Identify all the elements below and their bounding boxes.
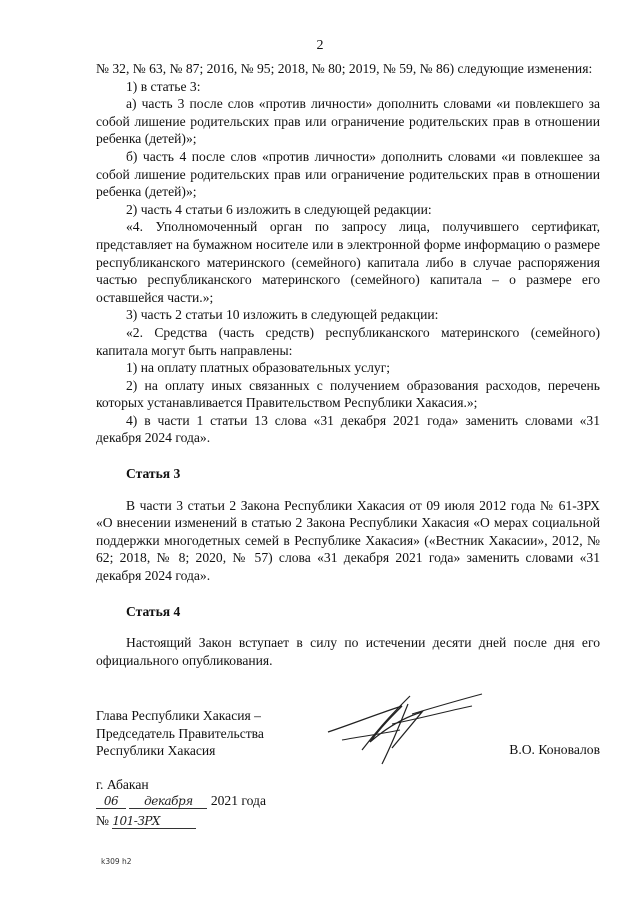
paragraph: а) часть 3 после слов «против личности» дополнить словами «и повлекшего за собой лишение родительских прав или ограничение родительских прав в отношении ребенка (детей)»;	[96, 96, 600, 147]
number-value: 101-ЗРХ	[112, 814, 196, 829]
date-year: 2021 года	[210, 793, 266, 808]
number-prefix: №	[96, 813, 109, 828]
paragraph: 4) в части 1 статьи 13 слова «31 декабря 2021 года» заменить словами «31 декабря 2024 года».	[96, 412, 600, 446]
date-day: 06	[96, 794, 126, 809]
article-3-text: В части 3 статьи 2 Закона Республики Хакасия от 09 июля 2012 года № 61-ЗРХ «О внесении изменений в статью 2 Закона Республики Хакасия «О мерах социальной поддержки многодетных семей в Республике Хакасия» («Вестник Хакасии», 2012, № 62; 2018, № 8; 2020, № 57) слова «31 декабря 2021 года» заменить словами «31 декабря 2024 года».	[96, 497, 600, 584]
law-number	[96, 813, 196, 829]
document-code: k309 h2	[101, 857, 132, 866]
paragraph: «2. Средства (часть средств) республиканского материнского (семейного) капитала могут быть направлены:	[96, 324, 600, 358]
article-4-heading: Статья 4	[126, 603, 181, 619]
signatory-title: Глава Республики Хакасия – Председатель Правительства Республики Хакасия	[96, 708, 264, 759]
paragraph: № 32, № 63, № 87; 2016, № 95; 2018, № 80; 2019, № 59, № 86) следующие изменения:	[96, 61, 593, 76]
paragraph: 3) часть 2 статьи 10 изложить в следующей редакции:	[126, 307, 439, 323]
handwritten-signature	[322, 684, 492, 774]
paragraph: 2) на оплату иных связанных с получением образования расходов, перечень которых устанавливается Правительством Республики Хакасия.»;	[96, 377, 600, 411]
signing-date	[96, 793, 266, 809]
place-of-signing: г. Абакан	[96, 777, 149, 792]
article-4-text: Настоящий Закон вступает в силу по истечении десяти дней после дня его официального опубликования.	[96, 635, 600, 668]
paragraph: 2) часть 4 статьи 6 изложить в следующей редакции:	[126, 201, 432, 217]
page-number: 2	[316, 38, 324, 53]
article-3-heading: Статья 3	[126, 466, 181, 482]
paragraph: «4. Уполномоченный орган по запросу лица, получившего сертификат, представляет на бумажном носителе или в электронной форме информацию о размере республиканского материнского (семейного) капитала либо в случае распоряжения частью республиканского материнского (семейного) капитала – о размере его оставшейся части.»;	[96, 219, 600, 305]
document-body	[96, 60, 600, 669]
paragraph: 1) в статье 3:	[126, 78, 201, 94]
signatory-name: В.О. Коновалов	[509, 742, 600, 757]
paragraph: 1) на оплату платных образовательных услуг;	[126, 360, 391, 376]
date-month: декабря	[129, 794, 207, 809]
paragraph: б) часть 4 после слов «против личности» дополнить словами «и повлекшее за собой лишение родительских прав или ограничение родительских прав в отношении ребенка (детей)»;	[96, 148, 600, 200]
